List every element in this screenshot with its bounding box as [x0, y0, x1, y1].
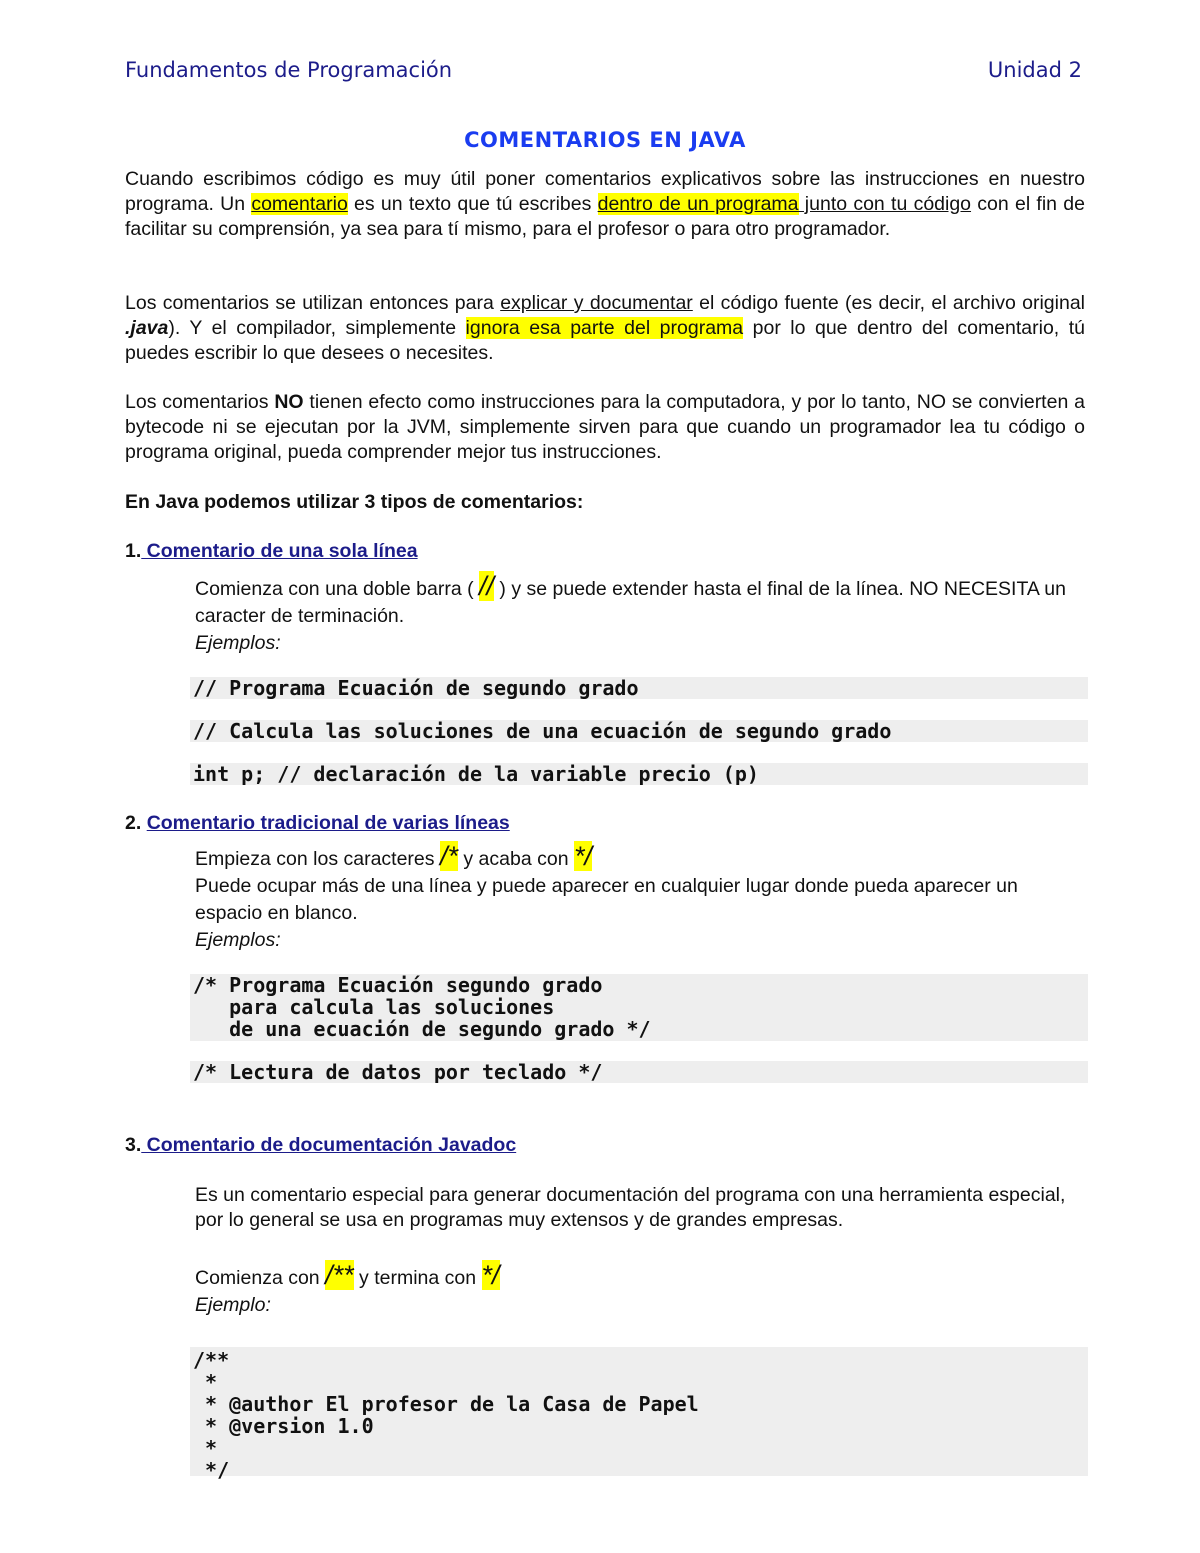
text: el código fuente (es decir, el archivo original	[692, 292, 1085, 314]
intro-paragraph	[125, 167, 1085, 242]
examples-label: Ejemplos:	[195, 929, 281, 951]
section-3-text: Es un comentario especial para generar documentación del programa con una herramienta especial, por lo general se usa en programas muy extensos y de grandes empresas.	[195, 1184, 1066, 1231]
text: y acaba con	[457, 848, 574, 870]
text: y termina con	[353, 1267, 482, 1289]
section-3-heading	[125, 1134, 516, 1157]
java-extension: .java	[125, 317, 169, 339]
section-number: 1.	[125, 540, 142, 562]
close-comment-mark: */	[481, 1260, 500, 1290]
section-1-text	[195, 573, 1085, 657]
highlight: comentario	[251, 193, 348, 215]
open-comment-mark: /*	[439, 841, 458, 871]
text: Puede ocupar más de una línea y puede aparecer en cualquier lugar donde pueda aparecer un espacio en blanco.	[195, 875, 1018, 924]
text: tienen efecto como instrucciones para la computadora, y por lo tanto, NO se convierten a bytecode ni se ejecutan por la JVM, simplemente sirven para que cuando un programador lea tu código o programa original, pueda comprender mejor tus instrucciones.	[125, 391, 1085, 463]
section-number: 2.	[125, 812, 142, 834]
javadoc-open-mark: /**	[325, 1260, 354, 1290]
text: Cuando escribimos código es muy útil poner comentarios explicativos sobre las instrucciones en nuestro programa. Un	[125, 168, 1085, 215]
code-line: int p; // declaración de la variable precio (p)	[190, 763, 1088, 785]
javadoc-code-block: /** * * @author El profesor de la Casa de Papel * @version 1.0 * */	[190, 1347, 1088, 1476]
code-line: // Calcula las soluciones de una ecuación de segundo grado	[190, 720, 1088, 742]
text: Comienza con	[195, 1267, 326, 1289]
double-slash-mark: //	[479, 571, 495, 601]
code-block: /* Programa Ecuación segundo grado para calcula las soluciones de una ecuación de segundo grado */	[190, 974, 1088, 1041]
section-2-heading	[125, 812, 510, 835]
text: Comienza con una doble barra (	[195, 578, 479, 600]
code-line: // Programa Ecuación de segundo grado	[190, 677, 1088, 699]
effect-paragraph	[125, 390, 1085, 465]
text: Los comentarios se utilizan entonces para	[125, 292, 501, 314]
highlight: dentro de un programa	[597, 193, 799, 215]
types-intro: En Java podemos utilizar 3 tipos de comentarios:	[125, 491, 584, 513]
text: ) y se puede extender hasta el final de la línea. NO NECESITA un caracter de terminación.	[195, 578, 1066, 627]
section-title: Comentario de una sola línea	[141, 540, 418, 562]
purpose-paragraph	[125, 291, 1085, 366]
example-label: Ejemplo:	[195, 1294, 271, 1316]
underlined-text: junto con tu código	[798, 193, 972, 215]
page-title: COMENTARIOS EN JAVA	[464, 128, 746, 152]
examples-label: Ejemplos:	[195, 632, 281, 654]
text: Los comentarios	[125, 391, 275, 413]
section-2-text	[195, 843, 1085, 954]
highlight: ignora esa parte del programa	[465, 317, 744, 339]
bold-no: NO	[274, 391, 304, 413]
text: por lo que dentro del comentario, tú puedes escribir lo que desees o necesites.	[125, 317, 1085, 364]
section-title: Comentario de documentación Javadoc	[141, 1134, 517, 1156]
text: con el fin de facilitar su comprensión, ya sea para tí mismo, para el profesor o para otro programador.	[125, 193, 1085, 240]
text: es un texto que tú escribes	[347, 193, 598, 215]
close-comment-mark: */	[573, 841, 592, 871]
section-title: Comentario tradicional de varias líneas	[146, 812, 510, 834]
text: Empieza con los caracteres	[195, 848, 440, 870]
header-unit: Unidad 2	[987, 58, 1082, 82]
text: ). Y el compilador, simplemente	[168, 317, 466, 339]
section-1-heading	[125, 540, 418, 563]
code-block: /* Lectura de datos por teclado */	[190, 1061, 1088, 1083]
section-3-markers	[195, 1262, 1085, 1319]
underlined-text: explicar y documentar	[500, 292, 693, 314]
header-course: Fundamentos de Programación	[125, 58, 453, 82]
section-number: 3.	[125, 1134, 142, 1156]
